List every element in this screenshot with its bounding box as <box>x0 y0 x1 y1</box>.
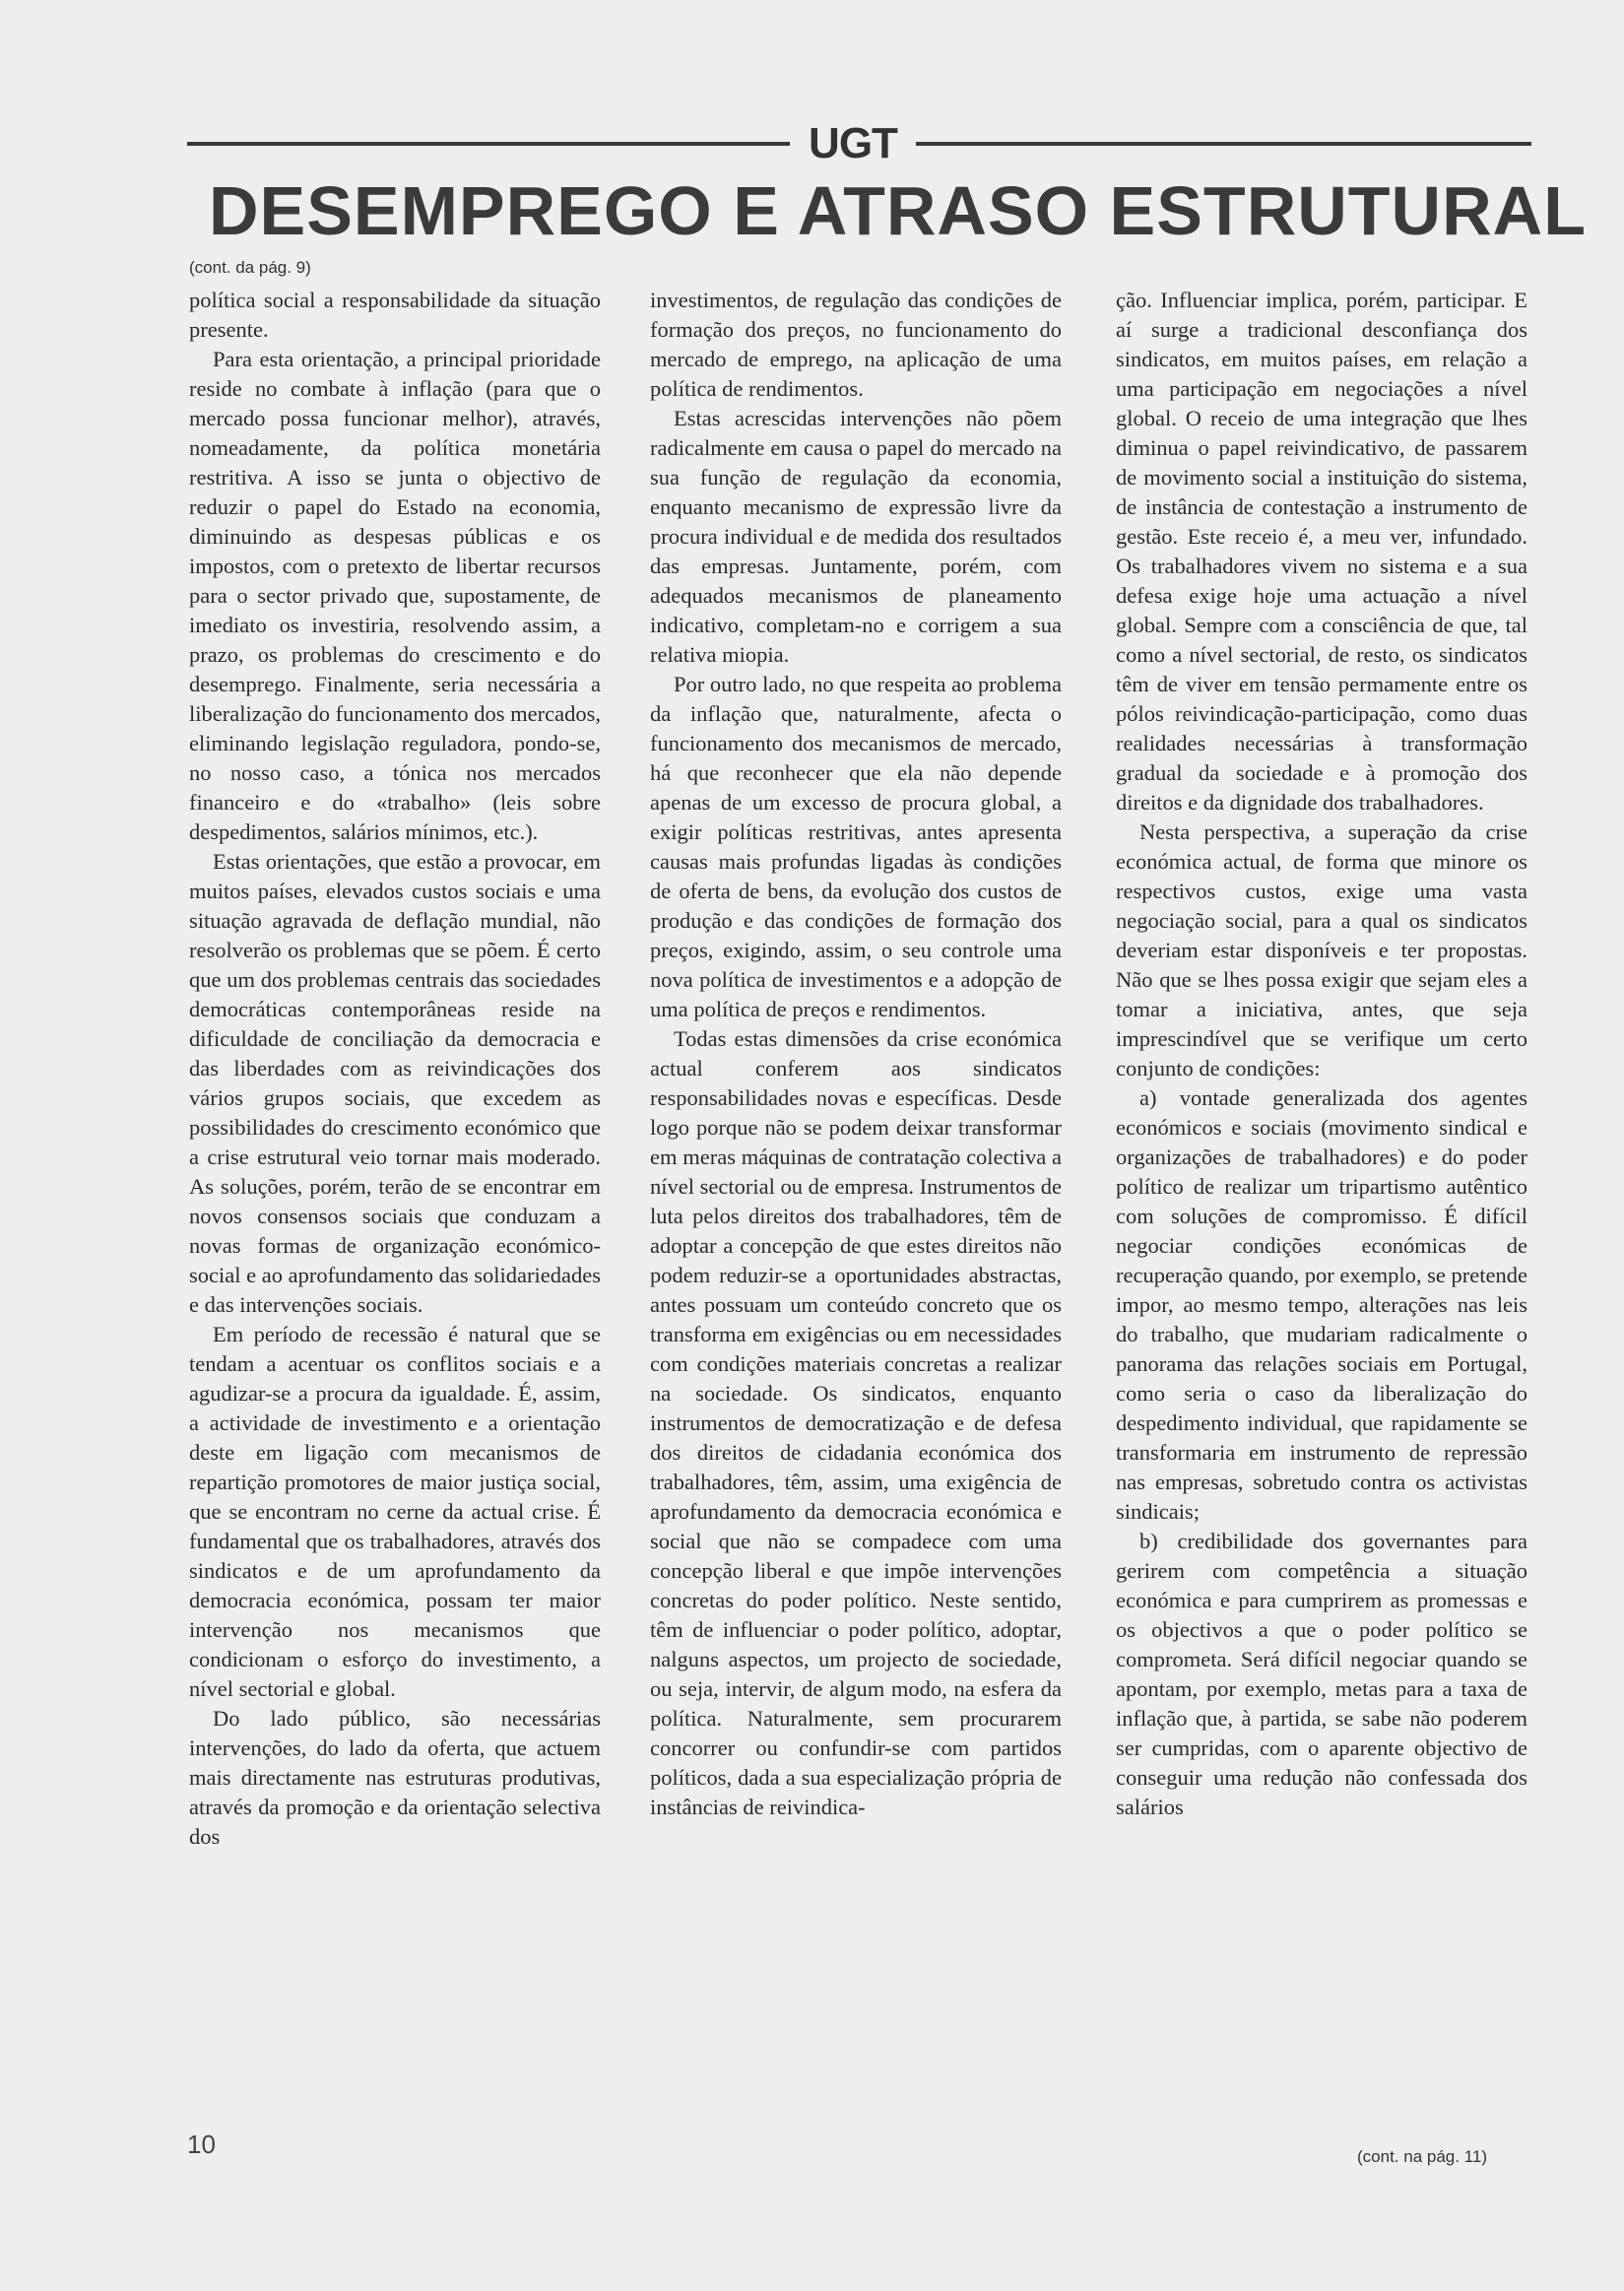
article-column-3 <box>1116 286 1527 1822</box>
section-header <box>187 118 1531 165</box>
article-column-1 <box>189 286 601 1852</box>
article-title: DESEMPREGO E ATRASO ESTRUTURAL <box>209 172 1587 249</box>
continued-on-note: (cont. na pág. 11) <box>1357 2147 1487 2166</box>
paragraph: ção. Influenciar implica, porém, participar. E aí surge a tradicional desconfiança dos sindicatos, em muitos países, em relação a uma participação em negociações a nível global. O receio de uma integração que lhes diminua o papel reivindicativo, de passarem de movimento social a instituição do sistema, de instância de contestação a instrumento de gestão. Este receio é, a meu ver, infundado. Os trabalhadores vivem no sistema e a sua defesa exige hoje uma actuação a nível global. Sempre com a consciência de que, tal como a nível sectorial, de resto, os sindicatos têm de viver em tensão permamente entre os pólos reivindicação-participação, como duas realidades necessárias à transformação gradual da sociedade e à promoção dos direitos e da dignidade dos trabalhadores. <box>1116 288 1527 815</box>
header-rule-left <box>187 142 790 146</box>
page-number: 10 <box>187 2129 216 2159</box>
paragraph: Estas orientações, que estão a provocar, em muitos países, elevados custos sociais e uma situação agravada de deflação mundial, não resolverão os problemas que se põem. É certo que um dos problemas centrais das sociedades democráticas contemporâneas reside na dificuldade de conciliação da democracia e das liberdades com as reivindicações dos vários grupos sociais, que excedem as possibilidades do crescimento económico que a crise estrutural veio tornar mais moderado. As soluções, porém, terão de se encontrar em novos consensos sociais que conduzam a novas formas de organização económico-social e ao aprofundamento das solidariedades e das intervenções sociais. <box>189 849 601 1317</box>
paragraph: Nesta perspectiva, a superação da crise económica actual, de forma que minore os respectivos custos, exige uma vasta negociação social, para a qual os sindicatos deveriam estar disponíveis e ter propostas. Não que se lhes possa exigir que sejam eles a tomar a iniciativa, antes, que seja imprescindível que se verifique um certo conjunto de condições: <box>1116 819 1527 1080</box>
paragraph: Em período de recessão é natural que se tendam a acentuar os conflitos sociais e a agudizar-se a procura da igualdade. É, assim, a actividade de investimento e a orientação deste em ligação com mecanismos de repartição promotores de maior justiça social, que se encontram no cerne da actual crise. É fundamental que os trabalhadores, através dos sindicatos e de um aprofundamento da democracia económica, possam ter maior intervenção nos mecanismos que condicionam o esforço do investimento, a nível sectorial e global. <box>189 1322 601 1701</box>
paragraph: Do lado público, são necessárias intervenções, do lado da oferta, que actuem mais directamente nas estruturas produtivas, através da promoção e da orientação selectiva dos <box>189 1706 601 1849</box>
section-label: UGT <box>809 119 897 167</box>
paragraph: b) credibilidade dos governantes para gerirem com competência a situação económica e para cumprirem as promessas e os objectivos a que o poder político se comprometa. Será difícil negociar quando se apontam, por exemplo, metas para a taxa de inflação que, à partida, se sabe não poderem ser cumpridas, com o aparente objectivo de conseguir uma redução não confessada dos salários <box>1116 1529 1527 1819</box>
paragraph: política social a responsabilidade da situação presente. <box>189 288 601 342</box>
paragraph: Todas estas dimensões da crise económica actual conferem aos sindicatos responsabilidades novas e específicas. Desde logo porque não se podem deixar transformar em meras máquinas de contratação colectiva a nível sectorial ou de empresa. Instrumentos de luta pelos direitos dos trabalhadores, têm de adoptar a concepção de que estes direitos não podem reduzir-se a oportunidades abstractas, antes possuam um conteúdo concreto que os transforma em exigências ou em necessidades com condições materiais concretas a realizar na sociedade. Os sindicatos, enquanto instrumentos de democratização e de defesa dos direitos de cidadania económica dos trabalhadores, têm, assim, uma exigência de aprofundamento da democracia económica e social que não se compadece com uma concepção liberal e que impõe intervenções concretas do poder político. Neste sentido, têm de influenciar o poder político, adoptar, nalguns aspectos, um projecto de sociedade, ou seja, intervir, de algum modo, na esfera da política. Naturalmente, sem procurarem concorrer ou confundir-se com partidos políticos, dada a sua especialização própria de instâncias de reivindica- <box>650 1026 1062 1819</box>
paragraph: Por outro lado, no que respeita ao problema da inflação que, naturalmente, afecta o funcionamento dos mecanismos de mercado, há que reconhecer que ela não depende apenas de um excesso de procura global, a exigir políticas restritivas, antes apresenta causas mais profundas ligadas às condições de oferta de bens, da evolução dos custos de produção e das condições de formação dos preços, exigindo, assim, o seu controle uma nova política de investimentos e a adopção de uma política de preços e rendimentos. <box>650 672 1062 1021</box>
continued-from-note: (cont. da pág. 9) <box>189 258 311 277</box>
paragraph: Estas acrescidas intervenções não põem radicalmente em causa o papel do mercado na sua função de regulação da economia, enquanto mecanismo de expressão livre da procura individual e de medida dos resultados das empresas. Juntamente, porém, com adequados mecanismos de planeamento indicativo, completam-no e corrigem a sua relativa miopia. <box>650 406 1062 667</box>
article-column-2 <box>650 286 1062 1822</box>
paragraph: Para esta orientação, a principal prioridade reside no combate à inflação (para que o mercado possa funcionar melhor), através, nomeadamente, da política monetária restritiva. A isso se junta o objectivo de reduzir o papel do Estado na economia, diminuindo as despesas públicas e os impostos, com o pretexto de libertar recursos para o sector privado que, supostamente, de imediato os investiria, resolvendo assim, a prazo, os problemas do crescimento e do desemprego. Finalmente, seria necessária a liberalização do funcionamento dos mercados, eliminando legislação reguladora, pondo-se, no nosso caso, a tónica nos mercados financeiro e do «trabalho» (leis sobre despedimentos, salários mínimos, etc.). <box>189 347 601 844</box>
paragraph: investimentos, de regulação das condições de formação dos preços, no funcionamento do mercado de emprego, na aplicação de uma política de rendimentos. <box>650 288 1062 401</box>
header-rule-right <box>916 142 1531 146</box>
paragraph: a) vontade generalizada dos agentes económicos e sociais (movimento sindical e organizações de trabalhadores) e do poder político de realizar um tripartismo autêntico com soluções de compromisso. É difícil negociar condições económicas de recuperação quando, por exemplo, se pretende impor, ao mesmo tempo, alterações nas leis do trabalho, que mudariam radicalmente o panorama das relações sociais em Portugal, como seria o caso da liberalização do despedimento individual, que rapidamente se transformaria em instrumento de repressão nas empresas, sobretudo contra os activistas sindicais; <box>1116 1085 1527 1524</box>
